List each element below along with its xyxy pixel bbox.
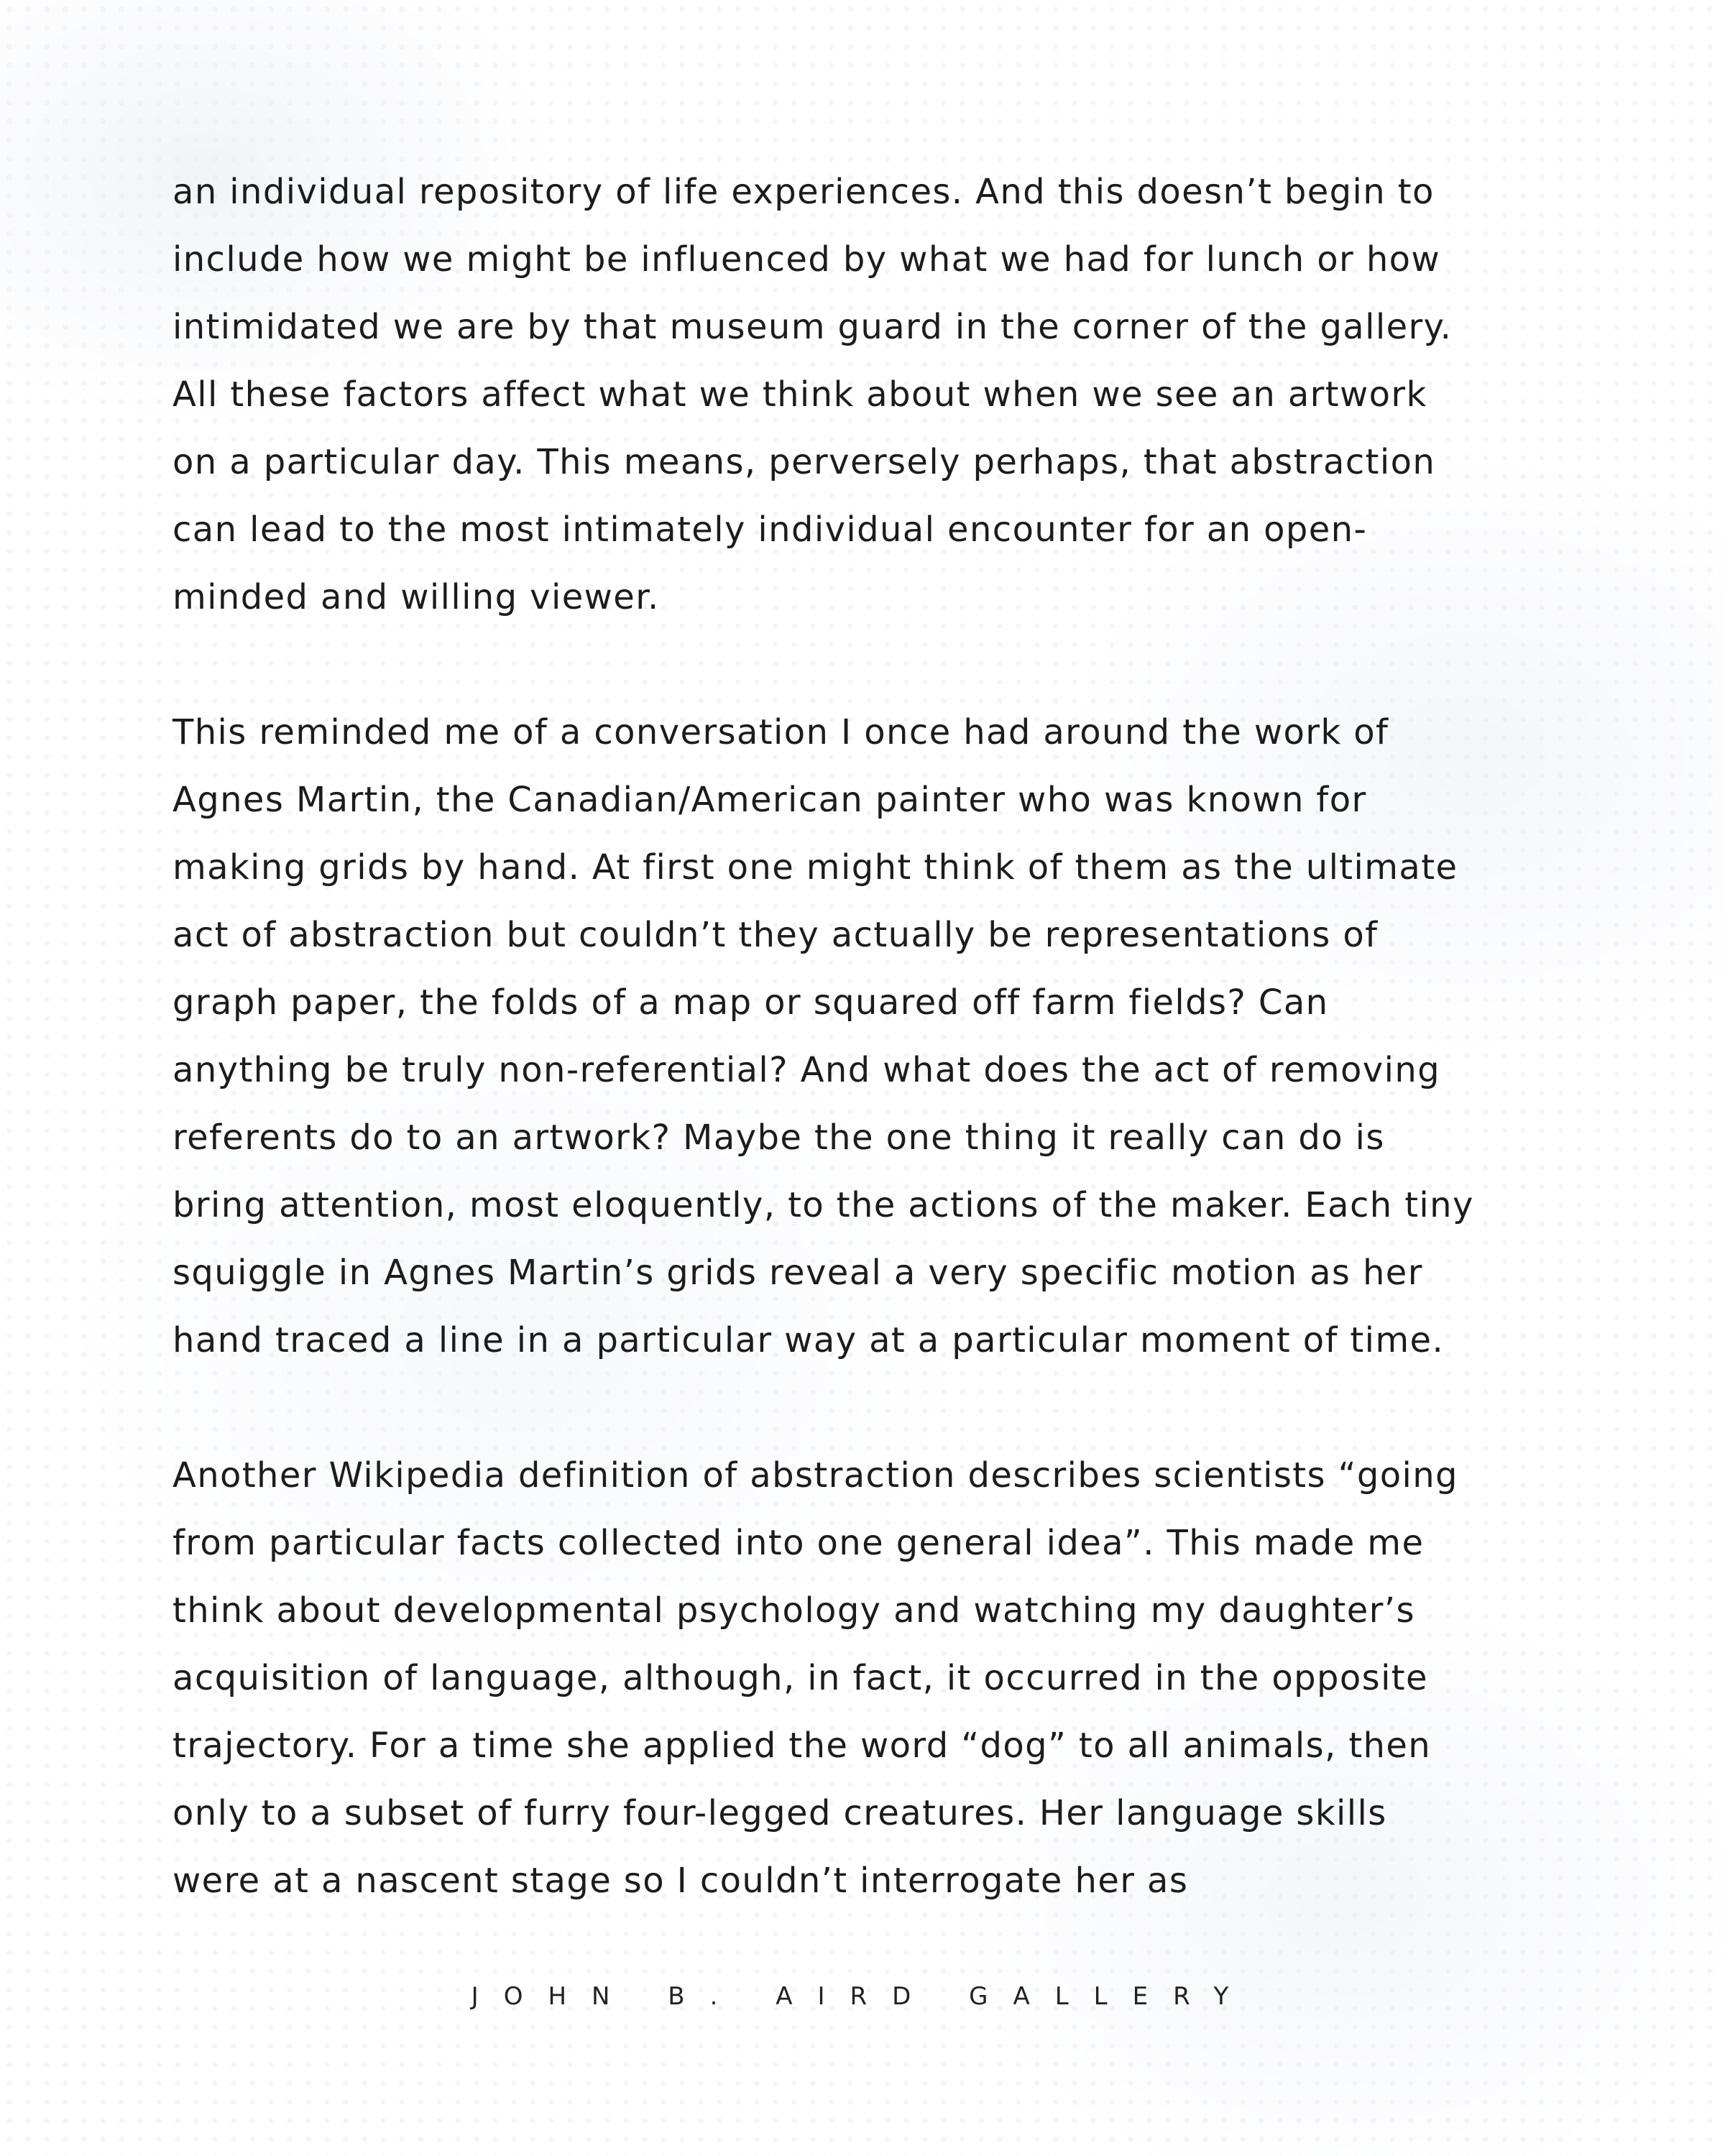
text-line: hand traced a line in a particular way at a particular moment of time. <box>172 1320 1445 1360</box>
text-line: acquisition of language, although, in fact, it occurred in the opposite <box>172 1658 1428 1698</box>
text-line: referents do to an artwork? Maybe the one thing it really can do is <box>172 1118 1385 1158</box>
text-line: making grids by hand. At first one might think of them as the ultimate <box>172 847 1458 888</box>
text-line: think about developmental psychology and watching my daughter’s <box>172 1590 1415 1631</box>
text-line: on a particular day. This means, perversely perhaps, that abstraction <box>172 442 1436 482</box>
text-line: squiggle in Agnes Martin’s grids reveal a very specific motion as her <box>172 1253 1423 1293</box>
paragraph-2 <box>172 699 1574 1374</box>
paragraph-3 <box>172 1442 1574 1915</box>
text-line: can lead to the most intimately individual encounter for an open- <box>172 510 1368 550</box>
text-line: were at a nascent stage so I couldn’t interrogate her as <box>172 1861 1189 1901</box>
text-line: bring attention, most eloquently, to the actions of the maker. Each tiny <box>172 1185 1474 1225</box>
text-line: Another Wikipedia definition of abstraction describes scientists “going <box>172 1455 1458 1496</box>
text-line: an individual repository of life experiences. And this doesn’t begin to <box>172 172 1435 212</box>
body-text <box>172 158 1574 1982</box>
paragraph-1 <box>172 158 1574 631</box>
text-line: act of abstraction but couldn’t they actually be representations of <box>172 915 1379 955</box>
text-line: Agnes Martin, the Canadian/American painter who was known for <box>172 780 1367 820</box>
text-line: trajectory. For a time she applied the word “dog” to all animals, then <box>172 1726 1432 1766</box>
text-line: from particular facts collected into one general idea”. This made me <box>172 1523 1425 1563</box>
text-line: All these factors affect what we think about when we see an artwork <box>172 374 1427 415</box>
text-line: minded and willing viewer. <box>172 577 660 617</box>
gallery-footer: JOHN B. AIRD GALLERY <box>471 1982 1254 2011</box>
text-line: only to a subset of furry four-legged creatures. Her language skills <box>172 1793 1387 1833</box>
text-line: graph paper, the folds of a map or squared off farm fields? Can <box>172 982 1329 1023</box>
text-line: intimidated we are by that museum guard in the corner of the gallery. <box>172 307 1453 347</box>
text-line: This reminded me of a conversation I once had around the work of <box>172 712 1389 752</box>
text-line: include how we might be influenced by what we had for lunch or how <box>172 239 1441 280</box>
text-line: anything be truly non-referential? And what does the act of removing <box>172 1050 1441 1090</box>
